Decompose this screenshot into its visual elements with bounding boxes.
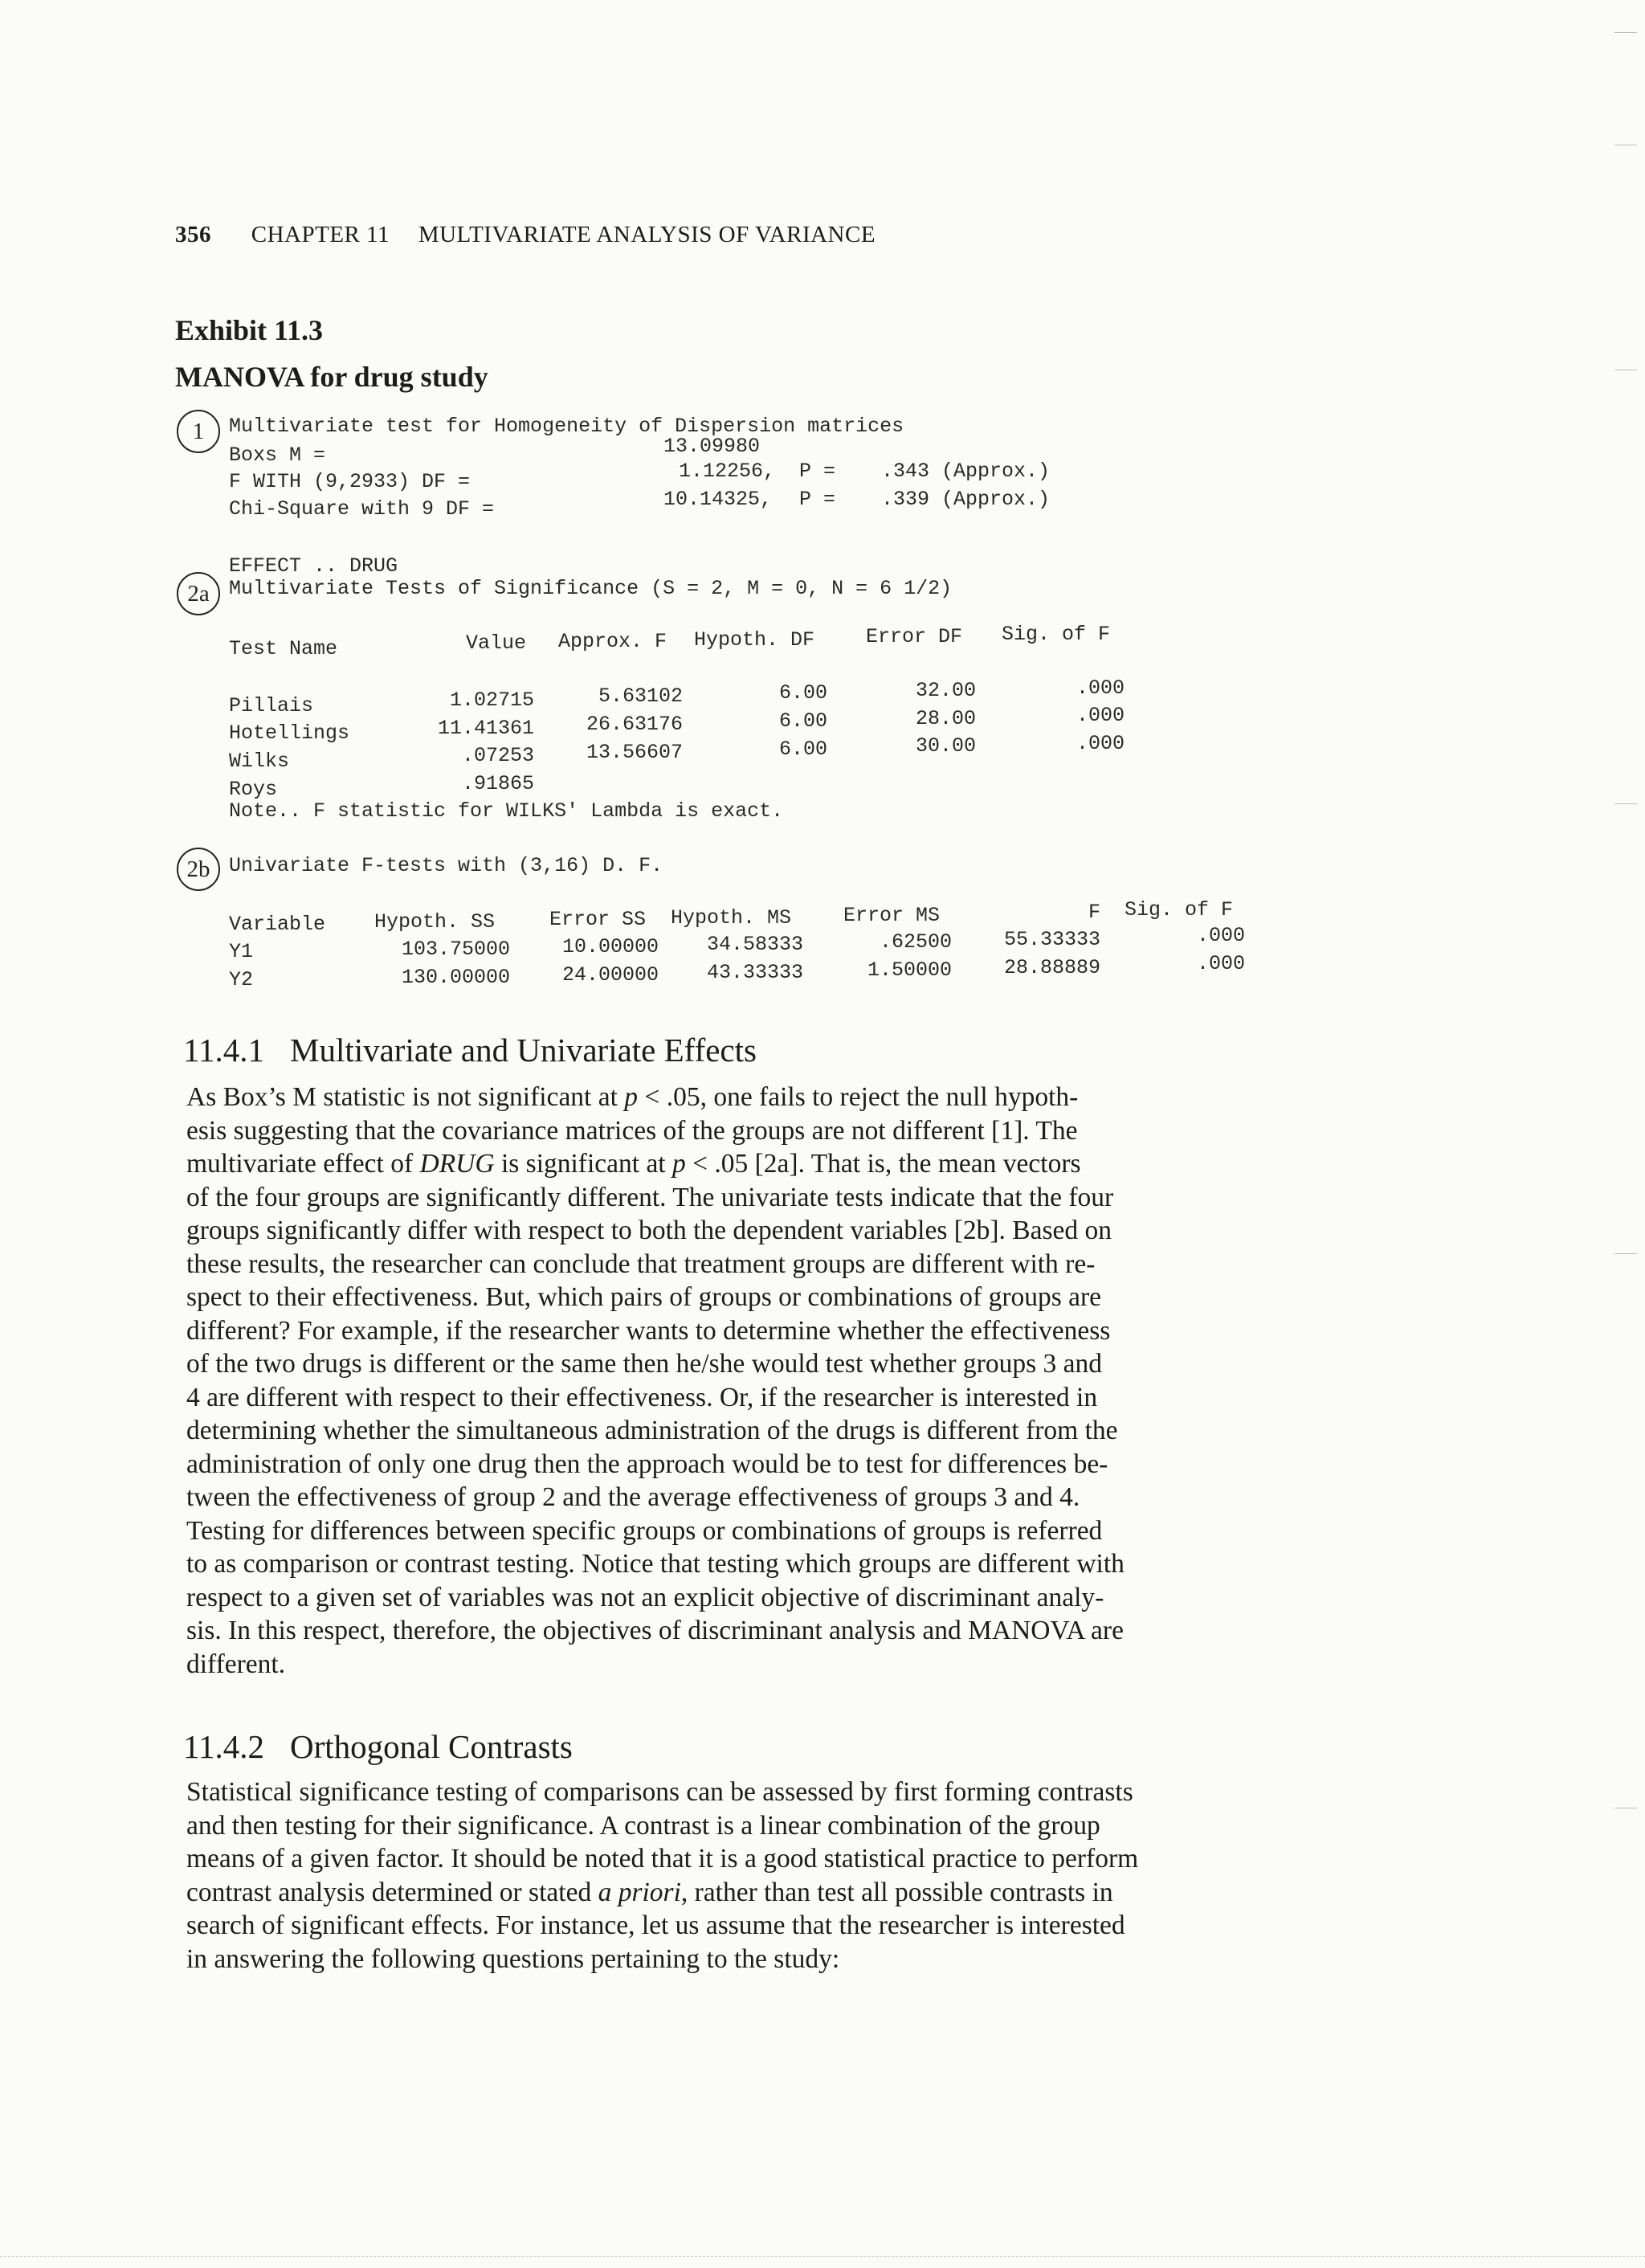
- col-header-value: Value: [466, 631, 527, 655]
- text-line: to as comparison or contrast testing. Notice that testing which groups are different with: [186, 1549, 1125, 1579]
- uni-row-y1-sig: .000: [1196, 924, 1245, 947]
- col-header-hypoth-df: Hypoth. DF: [694, 628, 815, 652]
- mv-row-pillais-sig: .000: [1076, 676, 1125, 700]
- text-line: contrast analysis determined or stated a priori, rather than test all possible contrasts in: [186, 1877, 1113, 1907]
- exhibit-label: Exhibit 11.3: [175, 314, 324, 346]
- chi-square-label: Chi-Square with 9 DF =: [229, 497, 495, 521]
- effect-label: EFFECT .. DRUG: [229, 554, 398, 578]
- col-header-error-df: Error DF: [866, 625, 963, 648]
- col-header-sig-of-f: Sig. of F: [1002, 623, 1111, 646]
- mv-row-pillais-f: 5.63102: [598, 684, 683, 708]
- text-line: of the four groups are significantly different. The univariate tests indicate that the four: [186, 1182, 1114, 1212]
- boxs-m-value: 13.09980: [663, 435, 761, 458]
- mv-row-hotellings-hdf: 6.00: [778, 709, 827, 733]
- chi-p-label: P =: [799, 488, 836, 511]
- text-line: respect to a given set of variables was not an explicit objective of discriminant analy-: [186, 1582, 1104, 1612]
- col-header-test-name: Test Name: [229, 637, 338, 660]
- section-11-4-2-paragraph: [186, 1776, 1190, 1976]
- f-p-label: P =: [799, 460, 836, 483]
- col-header-error-ss: Error SS: [549, 908, 647, 931]
- mv-row-pillais-name: Pillais: [229, 694, 314, 717]
- text-line: in answering the following questions pertaining to the study:: [186, 1943, 840, 1974]
- text-line: different? For example, if the researcher wants to determine whether the effectiveness: [186, 1315, 1111, 1346]
- f-value: 1.12256,: [679, 460, 776, 483]
- chi-p-value: .339 (Approx.): [881, 488, 1051, 511]
- text-line: spect to their effectiveness. But, which pairs of groups or combinations of groups are: [186, 1282, 1102, 1312]
- text-line: search of significant effects. For instance, let us assume that the researcher is interested: [186, 1910, 1125, 1940]
- uni-row-y1-error-ss: 10.00000: [561, 935, 659, 958]
- mv-row-wilks-name: Wilks: [229, 750, 290, 773]
- exhibit-caption: MANOVA for drug study: [175, 361, 488, 393]
- mv-row-pillais-hdf: 6.00: [778, 681, 827, 705]
- text-line: As Box’s M statistic is not significant at p < .05, one fails to reject the null hypoth-: [186, 1082, 1079, 1112]
- mv-row-pillais-edf: 32.00: [915, 679, 976, 702]
- scan-edge-mark: [1614, 803, 1637, 804]
- marker-2a: 2a: [177, 572, 220, 615]
- chi-square-value: 10.14325,: [663, 488, 773, 511]
- mv-row-hotellings-value: 11.41361: [437, 717, 534, 740]
- mv-row-hotellings-sig: .000: [1076, 704, 1125, 727]
- mv-row-roys-value: .91865: [461, 772, 534, 795]
- uni-row-y2-error-ss: 24.00000: [561, 963, 659, 987]
- text-line: 4 are different with respect to their effectiveness. Or, if the researcher is interested in: [186, 1382, 1098, 1412]
- text-line: different.: [186, 1649, 286, 1679]
- boxs-m-label: Boxs M =: [229, 443, 326, 467]
- text-line: Statistical significance testing of comparisons can be assessed by first forming contrasts: [186, 1777, 1133, 1807]
- col-header-hypoth-ss: Hypoth. SS: [374, 910, 496, 934]
- section-title: Orthogonal Contrasts: [289, 1728, 573, 1765]
- text-line: esis suggesting that the covariance matrices of the groups are not different [1]. The: [186, 1115, 1078, 1146]
- mv-row-wilks-value: .07253: [461, 744, 534, 767]
- uni-row-y1-error-ms: .62500: [879, 930, 952, 954]
- scan-edge-mark: [1614, 1253, 1637, 1254]
- text-line: multivariate effect of DRUG is significant at p < .05 [2a]. That is, the mean vectors: [186, 1149, 1081, 1179]
- col-header-uni-sig-of-f: Sig. of F: [1125, 898, 1234, 922]
- chapter-label: CHAPTER 11: [251, 222, 390, 247]
- mv-row-roys-name: Roys: [229, 778, 278, 801]
- uni-row-y1-f: 55.33333: [1003, 928, 1100, 951]
- uni-row-y2-sig: .000: [1196, 952, 1245, 975]
- text-line: means of a given factor. It should be noted that it is a good statistical practice to perform: [186, 1844, 1139, 1874]
- marker-1: 1: [177, 410, 220, 453]
- mv-row-pillais-value: 1.02715: [449, 689, 534, 712]
- running-header: [175, 222, 876, 248]
- mv-row-hotellings-f: 26.63176: [586, 713, 683, 736]
- text-line: Testing for differences between specific groups or combinations of groups is referred: [186, 1515, 1103, 1546]
- col-header-f: F: [1088, 901, 1100, 924]
- mv-row-wilks-f: 13.56607: [586, 741, 683, 764]
- section-number: 11.4.1: [183, 1032, 264, 1069]
- page-number: 356: [175, 222, 211, 247]
- uni-row-y2-hypoth-ms: 43.33333: [706, 961, 803, 984]
- section-title: Multivariate and Univariate Effects: [289, 1032, 757, 1069]
- uni-row-y2-f: 28.88889: [1003, 956, 1100, 979]
- mv-row-wilks-edf: 30.00: [915, 734, 976, 758]
- section-11-4-1-paragraph: [186, 1081, 1190, 1681]
- col-header-variable: Variable: [229, 913, 326, 936]
- text-line: and then testing for their significance. A contrast is a linear combination of the group: [186, 1810, 1100, 1841]
- wilks-note: Note.. F statistic for WILKS' Lambda is exact.: [229, 799, 784, 823]
- uni-row-y2-hypoth-ss: 130.00000: [401, 966, 510, 989]
- col-header-approx-f: Approx. F: [558, 630, 667, 653]
- mv-row-wilks-hdf: 6.00: [778, 738, 827, 761]
- multivariate-tests-title: Multivariate Tests of Significance (S = 2, M = 0, N = 6 1/2): [229, 577, 953, 600]
- col-header-hypoth-ms: Hypoth. MS: [671, 906, 792, 930]
- text-line: tween the effectiveness of group 2 and the average effectiveness of groups 3 and 4.: [186, 1482, 1080, 1512]
- marker-2b: 2b: [177, 848, 220, 891]
- text-line: determining whether the simultaneous administration of the drugs is different from the: [186, 1416, 1118, 1445]
- uni-row-y1-hypoth-ms: 34.58333: [706, 933, 803, 956]
- section-heading-11-4-2: [183, 1727, 573, 1766]
- col-header-error-ms: Error MS: [843, 904, 941, 927]
- section-heading-11-4-1: [183, 1031, 757, 1069]
- scan-edge-mark: [1614, 32, 1637, 33]
- mv-row-hotellings-name: Hotellings: [229, 721, 350, 745]
- mv-row-hotellings-edf: 28.00: [915, 707, 976, 730]
- text-line: these results, the researcher can conclude that treatment groups are different with re-: [186, 1248, 1096, 1279]
- chapter-title: MULTIVARIATE ANALYSIS OF VARIANCE: [418, 222, 876, 247]
- box-test-title: Multivariate test for Homogeneity of Dispersion matrices: [229, 415, 904, 438]
- f-p-value: .343 (Approx.): [881, 460, 1051, 483]
- text-line: sis. In this respect, therefore, the objectives of discriminant analysis and MANOVA are: [186, 1616, 1124, 1645]
- text-line: groups significantly differ with respect to both the dependent variables [2b]. Based on: [186, 1216, 1112, 1245]
- mv-row-wilks-sig: .000: [1076, 732, 1125, 755]
- f-with-label: F WITH (9,2933) DF =: [229, 470, 471, 493]
- uni-row-y2-error-ms: 1.50000: [867, 958, 952, 982]
- uni-row-y2-variable: Y2: [229, 968, 254, 991]
- scan-bottom-edge: [0, 2256, 1645, 2257]
- text-line: administration of only one drug then the approach would be to test for differences be-: [186, 1449, 1108, 1479]
- univariate-title: Univariate F-tests with (3,16) D. F.: [229, 854, 663, 877]
- uni-row-y1-hypoth-ss: 103.75000: [401, 938, 510, 961]
- uni-row-y1-variable: Y1: [229, 940, 254, 963]
- section-number: 11.4.2: [183, 1728, 264, 1765]
- text-line: of the two drugs is different or the same then he/she would test whether groups 3 and: [186, 1349, 1102, 1379]
